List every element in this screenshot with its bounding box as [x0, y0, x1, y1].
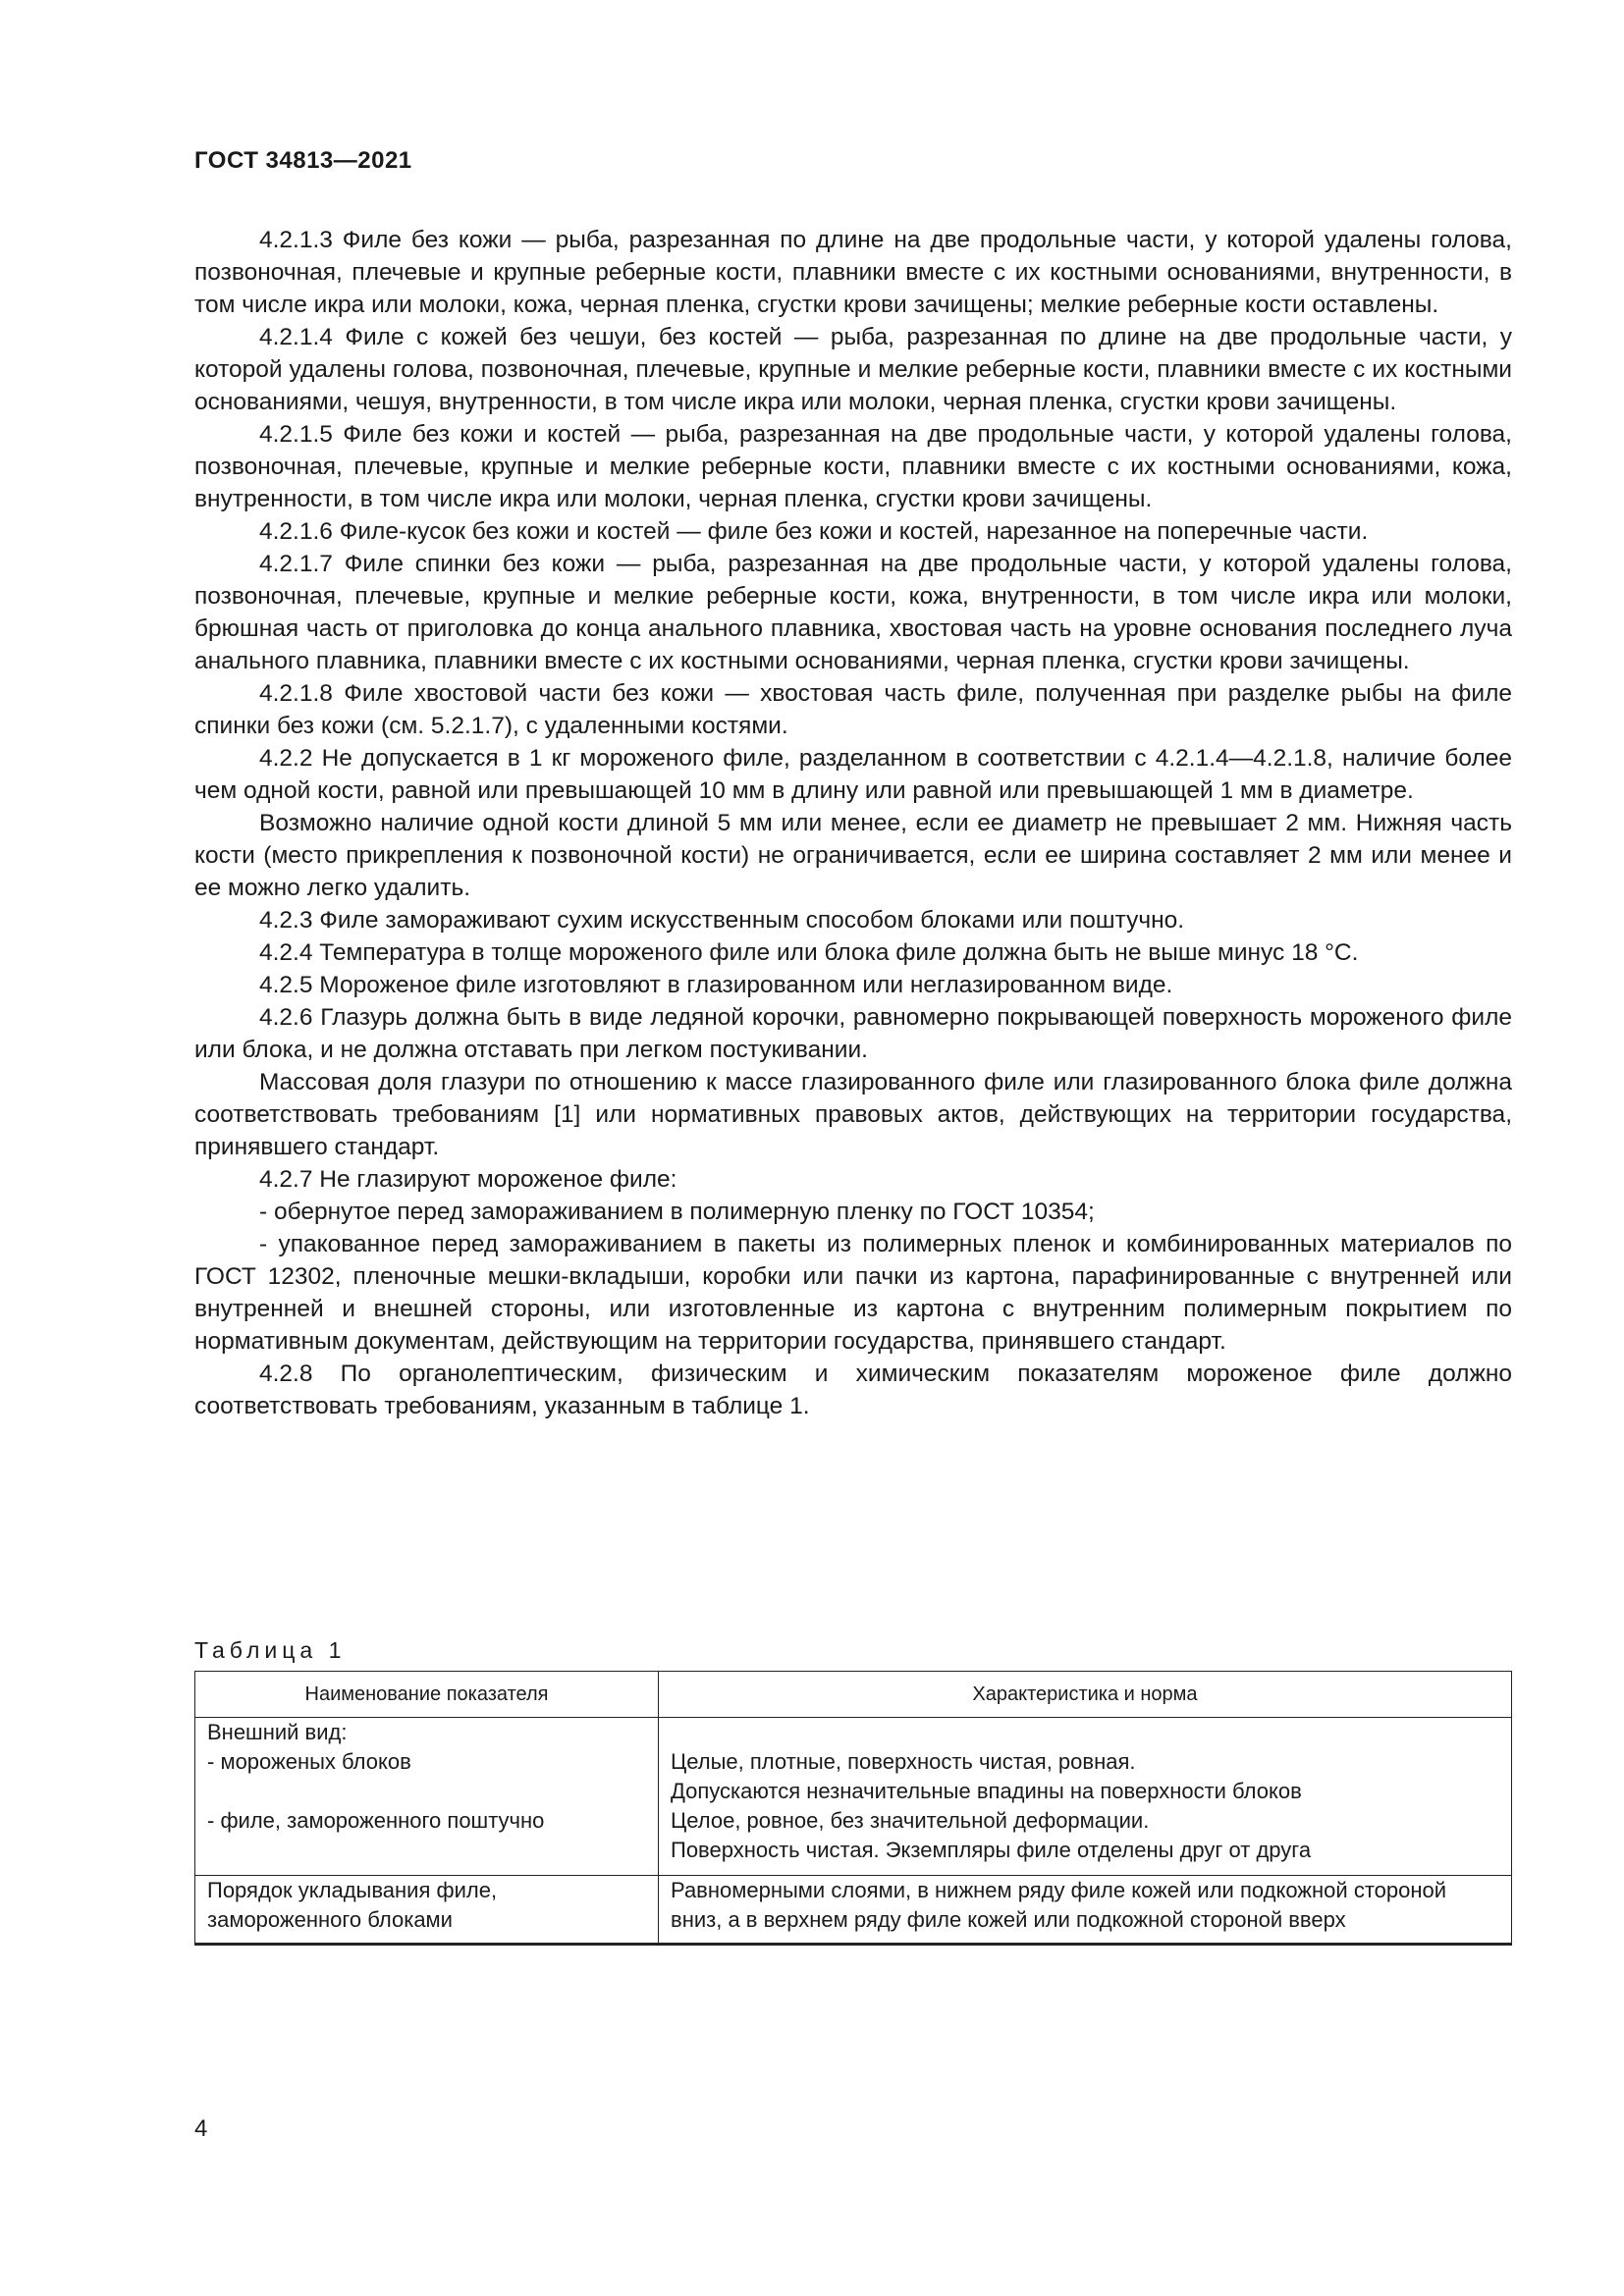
paragraph: 4.2.1.4 Филе с кожей без чешуи, без костей — рыба, разрезанная по длине на две продольные части, у которой удалены голова, позвоночная, плечевые, крупные и мелкие реберные кости, плавники вместе с их костными основаниями, чешуя, внутренности, в том числе икра или молоки, черная пленка, сгустки крови зачищены. — [194, 324, 1512, 415]
page-number: 4 — [194, 2115, 208, 2142]
paragraph: Возможно наличие одной кости длиной 5 мм или менее, если ее диаметр не превышает 2 мм. Нижняя часть кости (место прикрепления к позвоночной кости) не ограничивается, если ее ширина составляет 2 мм или менее и ее можно легко удалить. — [194, 810, 1512, 901]
table-cell-value — [659, 1718, 1512, 1748]
paragraph: 4.2.3 Филе замораживают сухим искусственным способом блоками или поштучно. — [259, 907, 1185, 934]
table-header-cell: Наименование показателя — [195, 1672, 659, 1718]
table-cell-line: Целые, плотные, поверхность чистая, ровная. — [671, 1749, 1136, 1774]
table-row — [195, 1876, 1512, 1945]
paragraph: 4.2.1.8 Филе хвостовой части без кожи — хвостовая часть филе, полученная при разделке рыбы на филе спинки без кожи (см. 5.2.1.7), с удаленными костями. — [194, 680, 1512, 739]
paragraph: 4.2.7 Не глазируют мороженое филе: — [259, 1166, 677, 1193]
paragraph: 4.2.1.3 Филе без кожи — рыба, разрезанная по длине на две продольные части, у которой удалены голова, позвоночная, плечевые и крупные реберные кости, плавники вместе с их костными основаниями, внутренности, в том числе икра или молоки, кожа, черная пленка, сгустки крови зачищены; мелкие реберные кости оставлены. — [194, 227, 1512, 318]
paragraph: - упакованное перед замораживанием в пакеты из полимерных пленок и комбинированных материалов по ГОСТ 12302, пленочные мешки-вкладыши, коробки или пачки из картона, парафинированные с внутренней или внутренней и внешней стороны, или изготовленные из картона с внутренним полимерным покрытием по нормативным документам, действующим на территории государства, принявшего стандарт. — [194, 1231, 1512, 1355]
document-header: ГОСТ 34813—2021 — [194, 147, 412, 174]
table-cell-name: Внешний вид: — [195, 1718, 659, 1748]
document-body — [194, 224, 1512, 1422]
table-cell-name: Порядок укладывания филе, замороженного блоками — [195, 1876, 659, 1945]
table-cell-value — [659, 1806, 1512, 1876]
paragraph: 4.2.2 Не допускается в 1 кг мороженого филе, разделанном в соответствии с 4.2.1.4—4.2.1.8, наличие более чем одной кости, равной или превышающей 10 мм в длину или равной или превышающей 1 мм в диаметре. — [194, 745, 1512, 804]
table-row — [195, 1806, 1512, 1876]
table-cell-line: Целое, ровное, без значительной деформации. — [671, 1808, 1150, 1833]
table-caption: Таблица 1 — [194, 1637, 347, 1663]
table-row — [195, 1718, 1512, 1748]
table-cell-name: - филе, замороженного поштучно — [195, 1806, 659, 1876]
table-row — [195, 1747, 1512, 1806]
table-cell-value: Равномерными слоями, в нижнем ряду филе кожей или подкожной стороной вниз, а в верхнем ряду филе кожей или подкожной стороной вверх — [659, 1876, 1512, 1945]
paragraph: 4.2.8 По органолептическим, физическим и химическим показателям мороженое филе должно соответствовать требованиям, указанным в таблице 1. — [194, 1361, 1512, 1419]
requirements-table — [194, 1671, 1512, 1946]
table-cell-value — [659, 1747, 1512, 1806]
paragraph: Массовая доля глазури по отношению к массе глазированного филе или глазированного блока филе должна соответствовать требованиям [1] или нормативных правовых актов, действующих на территории государства, принявшего стандарт. — [194, 1069, 1512, 1160]
table-cell-line: Допускаются незначительные впадины на поверхности блоков — [671, 1779, 1302, 1803]
paragraph: 4.2.6 Глазурь должна быть в виде ледяной корочки, равномерно покрывающей поверхность мороженого филе или блока, и не должна отставать при легком постукивании. — [194, 1004, 1512, 1063]
table-cell-name: - мороженых блоков — [195, 1747, 659, 1806]
paragraph: 4.2.5 Мороженое филе изготовляют в глазированном или неглазированном виде. — [259, 972, 1173, 998]
paragraph: 4.2.1.5 Филе без кожи и костей — рыба, разрезанная на две продольные части, у которой удалены голова, позвоночная, плечевые, крупные и мелкие реберные кости, плавники вместе с их костными основаниями, кожа, внутренности, в том числе икра или молоки, черная пленка, сгустки крови зачищены. — [194, 421, 1512, 512]
table-header-cell: Характеристика и норма — [659, 1672, 1512, 1718]
paragraph: - обернутое перед замораживанием в полимерную пленку по ГОСТ 10354; — [259, 1199, 1095, 1225]
paragraph: 4.2.4 Температура в толще мороженого филе или блока филе должна быть не выше минус 18 °С. — [259, 939, 1359, 966]
table-cell-line: Поверхность чистая. Экземпляры филе отделены друг от друга — [671, 1838, 1312, 1862]
table-header-row — [195, 1672, 1512, 1718]
paragraph: 4.2.1.7 Филе спинки без кожи — рыба, разрезанная на две продольные части, у которой удалены голова, позвоночная, плечевые, крупные и мелкие реберные кости, кожа, внутренности, в том числе икра или молоки, брюшная часть от приголовка до конца анального плавника, хвостовая часть на уровне основания последнего луча анального плавника, плавники вместе с их костными основаниями, черная пленка, сгустки крови зачищены. — [194, 551, 1512, 674]
paragraph: 4.2.1.6 Филе-кусок без кожи и костей — филе без кожи и костей, нарезанное на поперечные части. — [259, 518, 1369, 545]
